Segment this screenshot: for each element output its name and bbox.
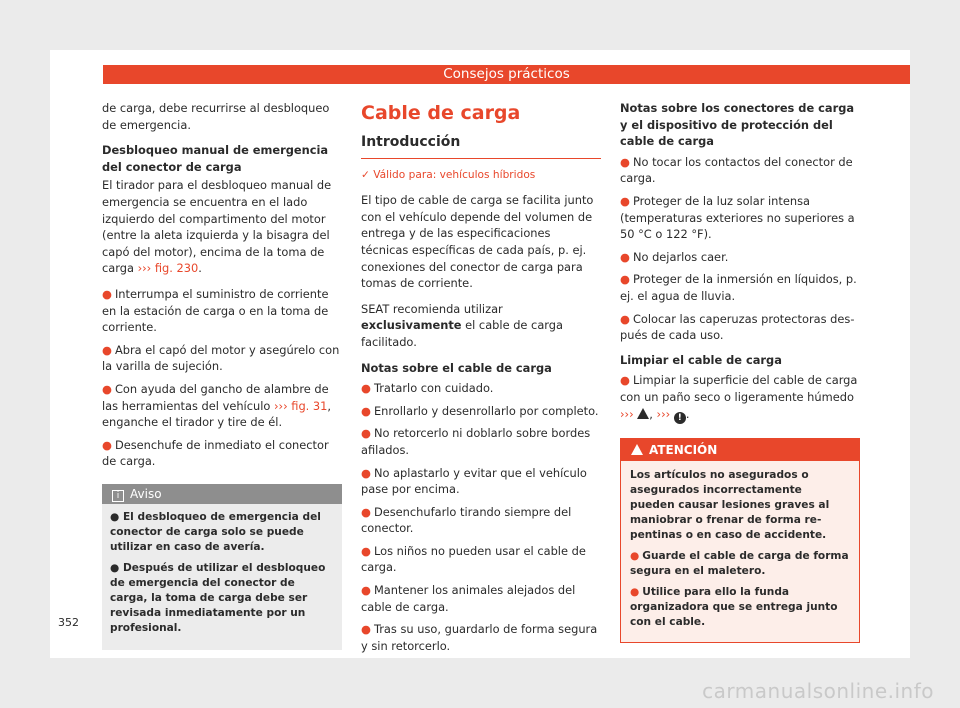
section-title: Cable de carga — [361, 102, 521, 124]
subsection-title: Introducción — [361, 134, 601, 159]
list-item — [361, 425, 601, 458]
list-item — [620, 271, 860, 304]
section-heading-desbloqueo: Desbloqueo manual de emergencia del conector de carga — [102, 143, 329, 174]
bullet-icon: ● — [361, 504, 371, 519]
bullet-icon: ● — [620, 154, 630, 169]
separator: , — [649, 406, 653, 421]
warning-intro: Los artículos no asegurados o asegurados incorrectamente pueden causar lesiones graves al maniobrar o frenar de forma repentinas o en caso de accidente. — [630, 468, 830, 541]
bullet-icon: ● — [361, 465, 371, 480]
bullet-icon: ● — [620, 193, 630, 208]
validity-note — [361, 167, 601, 184]
list-item — [102, 342, 342, 375]
paragraph-text: El tirador para el desbloqueo manual de emergencia se encuentra en el lado izquierdo del compartimento del motor (entre la aleta izquierda y la bisagra del capó del motor), encima de la toma de carga — [102, 178, 332, 276]
list-item — [361, 582, 601, 615]
bullet-text: Tratarlo con cuidado. — [373, 381, 494, 396]
warning-label: ATENCIÓN — [649, 442, 718, 457]
list-item — [620, 311, 860, 344]
section-heading-limpiar: Limpiar el cable de carga — [620, 352, 782, 367]
column-1 — [102, 100, 342, 650]
bullet-icon: ● — [620, 249, 630, 264]
bullet-icon: ● — [361, 426, 371, 441]
bullet-text: No dejarlos caer. — [632, 249, 729, 264]
figure-link-230[interactable]: fig. 230 — [154, 261, 199, 276]
paragraph-recommendation — [361, 301, 601, 351]
reference-arrow: ››› — [620, 406, 634, 421]
column-2 — [361, 100, 601, 660]
section-heading-notas: Notas sobre el cable de carga — [361, 360, 552, 375]
bullet-icon: ● — [110, 561, 123, 574]
warning-header — [621, 439, 859, 461]
intro-text: de carga, debe recurrirse al desbloqueo de emergencia. — [102, 101, 330, 132]
manual-page — [50, 50, 910, 658]
note-box — [102, 484, 342, 650]
reference-arrow: ››› — [273, 398, 288, 413]
bullet-text: No tocar los contactos del conector de carga. — [620, 154, 853, 186]
bullet-icon: ● — [361, 381, 371, 396]
bullet-icon: ● — [361, 622, 371, 637]
bullet-text: No retorcerlo ni doblarlo sobre bordes afilados. — [361, 426, 591, 457]
paragraph-cable-type: El tipo de cable de carga se facilita junto con el vehículo depende del volumen de entrega y de las especificaciones técnicas específicas de cada país, p. ej. conexiones del conector de carga para tomas de corriente. — [361, 193, 594, 291]
list-item — [620, 372, 860, 423]
info-icon: i — [112, 490, 124, 502]
bullet-icon: ● — [102, 342, 112, 357]
bullet-text: Proteger de la inmersión en líquidos, p. ej. el agua de lluvia. — [620, 272, 857, 303]
page-number: 352 — [58, 616, 79, 629]
bullet-icon: ● — [620, 373, 630, 388]
recommendation-text: SEAT recomienda utilizar — [361, 301, 503, 316]
bullet-text: Interrumpa el suministro de corriente en la estación de carga o en la toma de corriente. — [102, 286, 329, 335]
bullet-icon: ● — [361, 403, 371, 418]
bullet-icon: ● — [102, 437, 112, 452]
bullet-text: Los niños no pueden usar el cable de carga. — [361, 543, 586, 575]
bullet-text: Proteger de la luz solar intensa (temperaturas exteriores no superiores a 50 °C o 122 °F). — [620, 193, 855, 242]
reference-arrow: ››› — [656, 406, 671, 421]
list-item — [630, 585, 850, 630]
warning-text: Utilice para ello la funda organizadora que se entrega junto con el cable. — [630, 585, 838, 628]
list-item — [361, 543, 601, 576]
list-item — [110, 510, 334, 555]
list-item — [361, 380, 601, 397]
note-text: El desbloqueo de emergencia del conector de carga solo se puede utilizar en caso de avería. — [110, 510, 321, 553]
watermark-logo: carmanualsonline.info — [702, 679, 934, 703]
list-item — [361, 621, 601, 654]
chapter-header: Consejos prácticos — [103, 65, 910, 84]
bullet-icon: ● — [630, 549, 640, 562]
list-item — [361, 504, 601, 537]
bullet-text: No aplastarlo y evitar que el vehículo pase por encima. — [361, 465, 587, 497]
note-text: Después de utilizar el desbloqueo de emergencia del conector de carga, la toma de carga debe ser revisada inmediatamente por un profesional. — [110, 561, 326, 634]
list-item — [620, 249, 860, 266]
reference-arrow: ››› — [137, 261, 152, 276]
warning-body — [621, 461, 859, 642]
bullet-text: Colocar las caperuzas protectoras después de cada uso. — [620, 311, 855, 343]
warning-text: Guarde el cable de carga de forma segura en el maletero. — [630, 549, 849, 577]
warning-icon — [631, 444, 643, 455]
paragraph-end: . — [198, 261, 202, 276]
bullet-text-end: , enganche el tirador y tire de él. — [102, 398, 332, 430]
bullet-icon: ● — [620, 311, 630, 326]
bullet-icon: ● — [102, 381, 112, 396]
paragraph-tirador — [102, 177, 342, 277]
warning-box — [620, 438, 860, 643]
list-item — [102, 381, 342, 431]
bullet-text: Tras su uso, guardarlo de forma segura y sin retorcerlo. — [361, 622, 598, 653]
list-item — [361, 403, 601, 420]
list-item — [110, 561, 334, 636]
validity-text: Válido para: vehículos híbridos — [373, 168, 536, 181]
list-item — [620, 154, 860, 187]
list-item — [102, 286, 342, 336]
exclamation-circle-icon[interactable]: ! — [674, 412, 686, 424]
bullet-icon: ● — [620, 272, 630, 287]
section-heading-conectores: Notas sobre los conectores de carga y el dispositivo de protección del cable de carga — [620, 101, 855, 149]
recommendation-end: el cable de carga facilitado. — [361, 318, 563, 349]
bullet-text: Enrollarlo y desenrollarlo por completo. — [373, 403, 599, 418]
note-header — [102, 484, 342, 504]
warning-triangle-icon[interactable] — [637, 408, 649, 419]
bullet-text: Desenchufe de inmediato el conector de carga. — [102, 437, 329, 469]
bullet-icon: ● — [361, 543, 371, 558]
column-3 — [620, 100, 860, 643]
recommendation-emphasis: exclusivamente — [361, 318, 462, 333]
check-icon: ✓ — [361, 168, 374, 181]
list-item — [102, 437, 342, 470]
note-label: Aviso — [130, 486, 162, 501]
bullet-text: Desenchufarlo tirando siempre del conector. — [361, 504, 572, 536]
note-body — [102, 504, 342, 636]
figure-link-31[interactable]: fig. 31 — [291, 398, 328, 413]
bullet-icon: ● — [102, 286, 112, 301]
list-item — [620, 193, 860, 243]
bullet-text: Mantener los animales alejados del cable de carga. — [361, 583, 576, 614]
bullet-text: Limpiar la superficie del cable de carga con un paño seco o ligeramente húmedo — [620, 373, 858, 404]
list-item — [361, 465, 601, 498]
bullet-icon: ● — [630, 585, 640, 598]
reference-end: . — [685, 406, 690, 421]
bullet-icon: ● — [110, 510, 123, 523]
bullet-icon: ● — [361, 583, 371, 598]
bullet-text: Con ayuda del gancho de alambre de las herramientas del vehículo — [102, 381, 329, 413]
list-item — [630, 549, 850, 579]
bullet-text: Abra el capó del motor y asegúrelo con la varilla de sujeción. — [102, 342, 340, 374]
